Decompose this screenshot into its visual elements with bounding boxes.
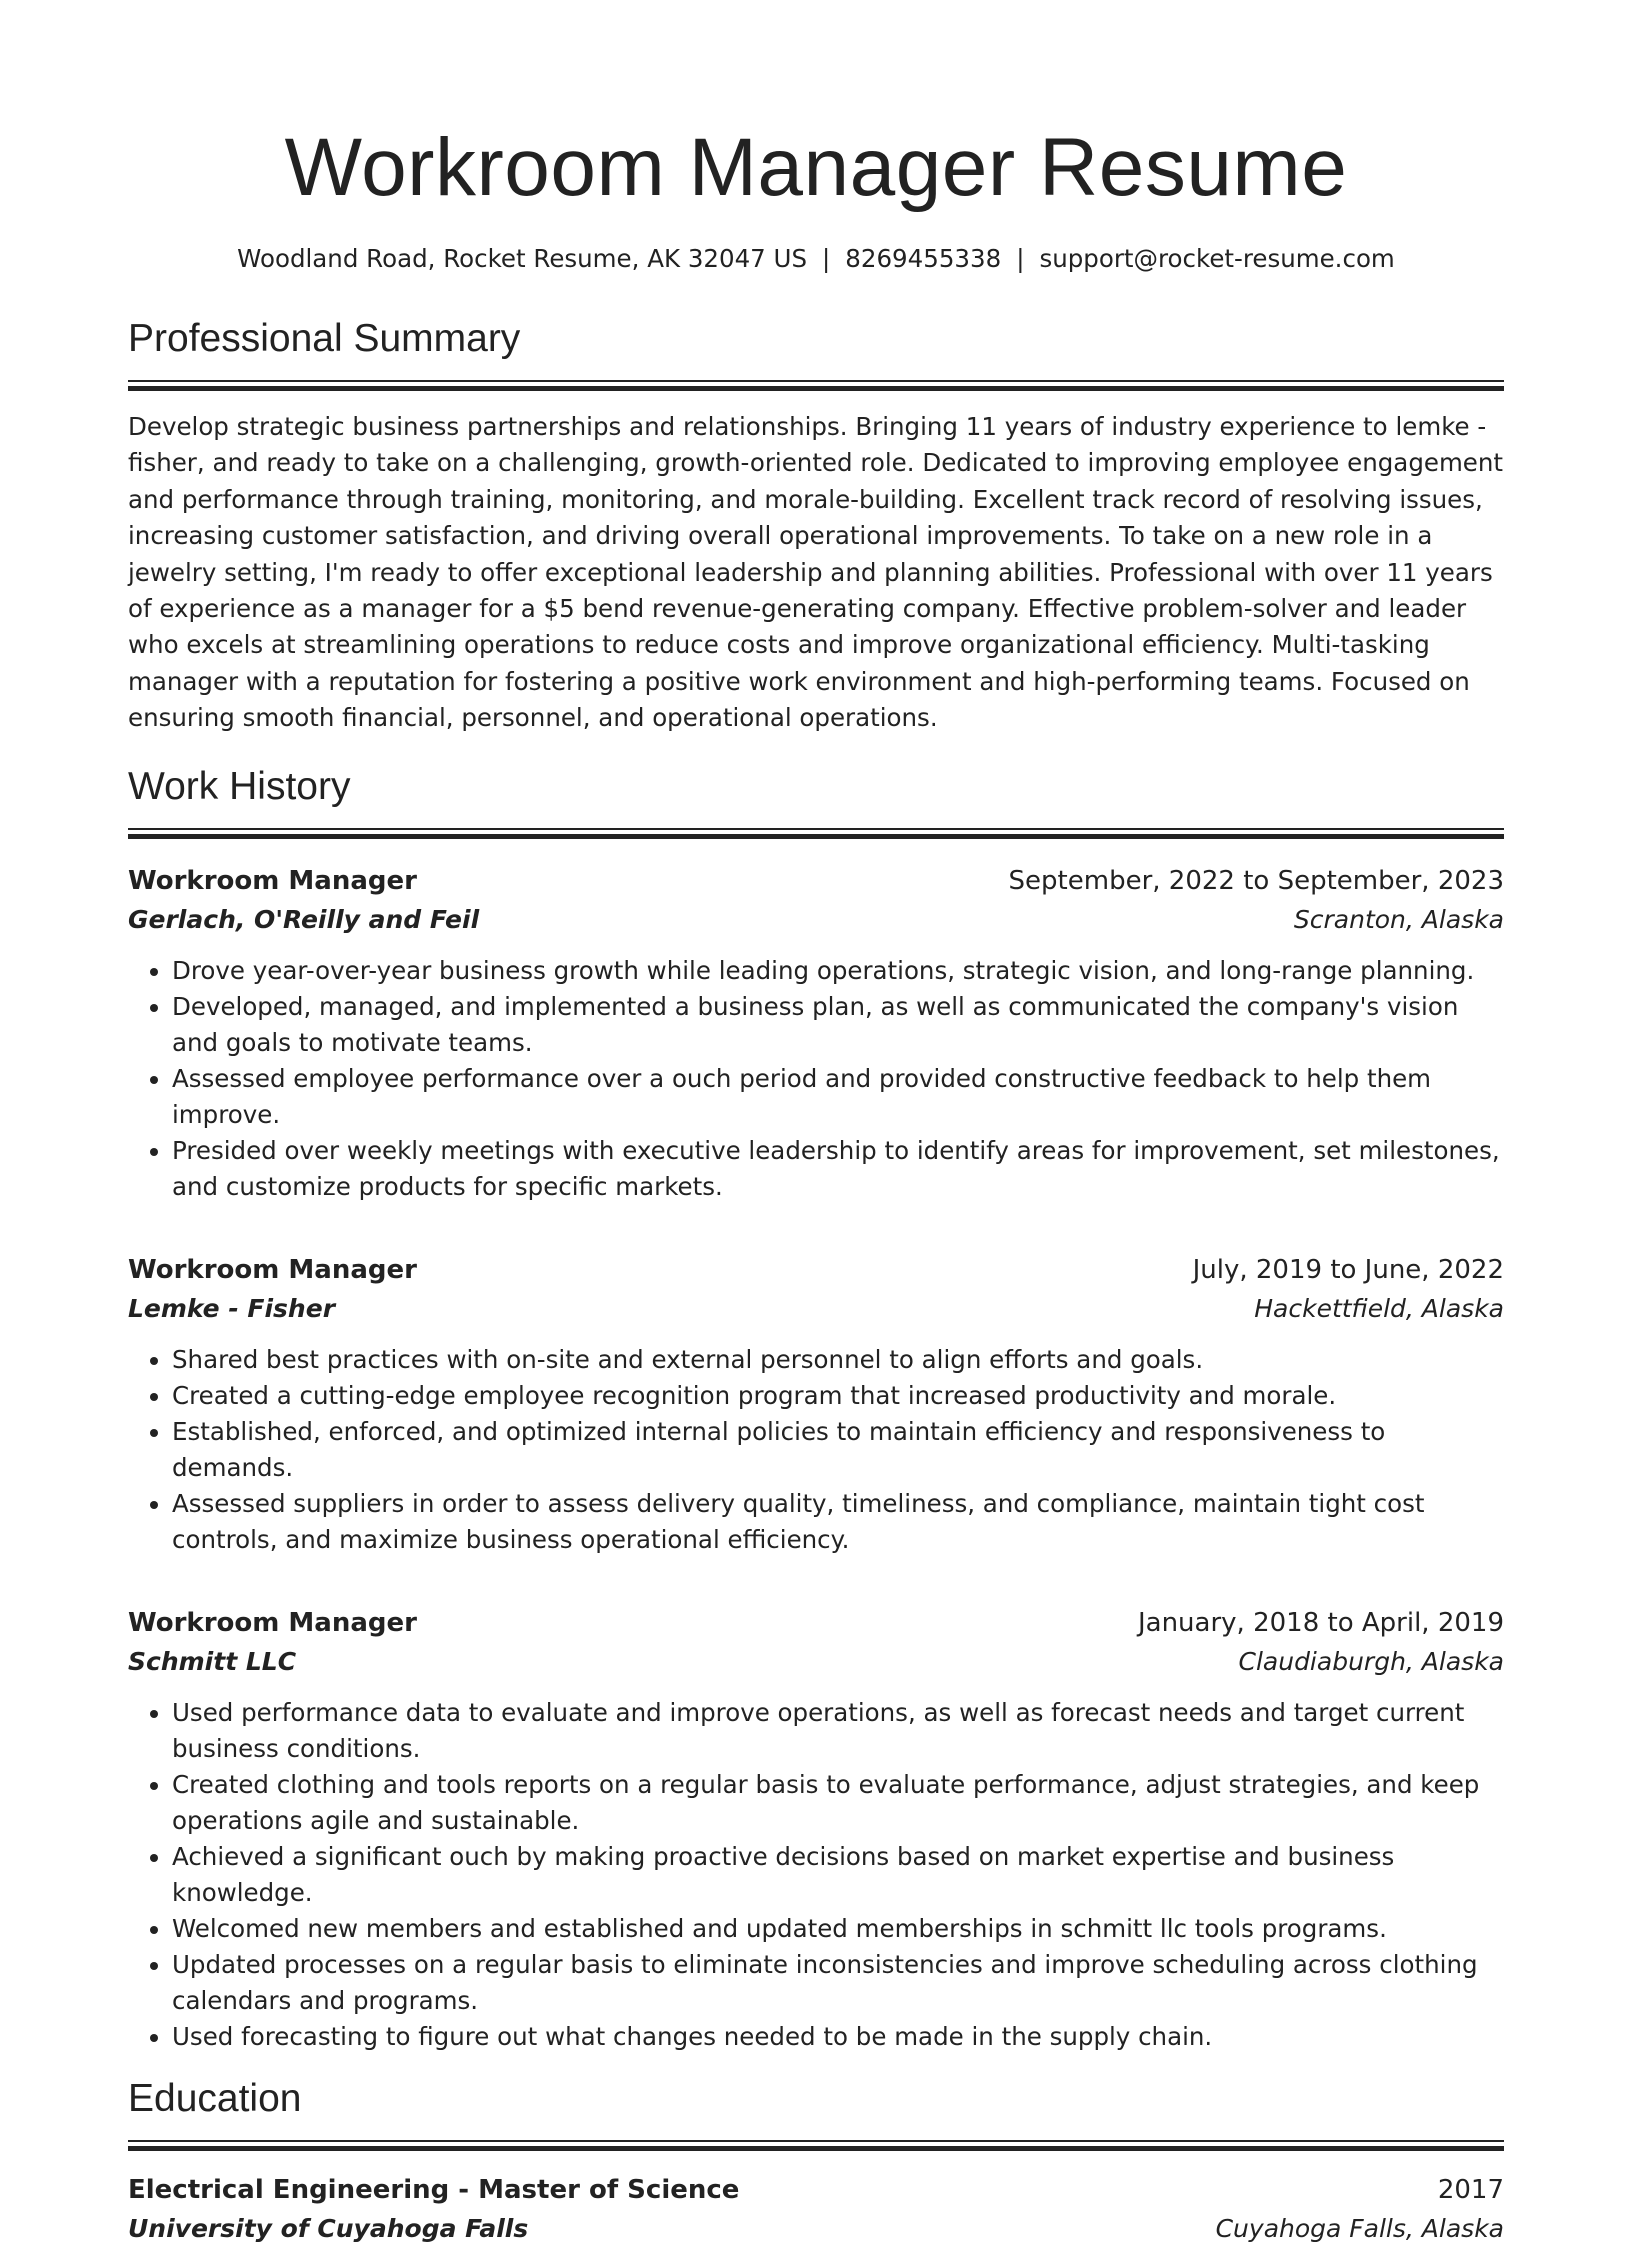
job-bullet: • Created clothing and tools reports on a regular basis to evaluate performance, adjust strategies, and keep operations agile and sustainable. [172,1767,1504,1839]
job-bullets [128,1342,1504,1558]
job-bullets [128,1695,1504,2055]
section-heading-summary: Professional Summary [128,317,521,360]
education-section [128,2075,1504,2249]
job-header [128,1251,1504,1289]
work-history-section [128,763,1504,2055]
education-year: 2017 [1437,2174,1504,2205]
job-title: Workroom Manager [128,1254,417,1285]
job-company: Gerlach, O'Reilly and Feil [128,904,480,934]
job-bullet: • Updated processes on a regular basis to eliminate inconsistencies and improve scheduling across clothing calendars and programs. [172,1947,1504,2019]
job-bullet: • Used forecasting to figure out what changes needed to be made in the supply chain. [172,2019,1504,2055]
contact-phone: 8269455338 [845,244,1002,273]
job-location: Hackettfield, Alaska [1254,1293,1504,1323]
section-divider [128,380,1504,391]
job-title: Workroom Manager [128,1607,417,1638]
job-bullet: • Established, enforced, and optimized internal policies to maintain efficiency and responsiveness to demands. [172,1414,1504,1486]
job-bullet: • Assessed suppliers in order to assess delivery quality, timeliness, and compliance, maintain tight cost controls, and maximize business operational efficiency. [172,1486,1504,1558]
resume-title: Workroom Manager Resume [284,122,1348,213]
job-title: Workroom Manager [128,865,417,896]
section-heading-education: Education [128,2076,302,2120]
education-subheader [128,2209,1504,2249]
contact-email: support@rocket-resume.com [1039,244,1395,273]
job-location: Claudiaburgh, Alaska [1238,1646,1504,1676]
job-company: Schmitt LLC [128,1646,297,1676]
job-subheader [128,1289,1504,1329]
job-bullet: • Assessed employee performance over a ouch period and provided constructive feedback to help them improve. [172,1061,1504,1133]
resume-content [128,0,1504,2249]
education-school: University of Cuyahoga Falls [128,2213,529,2243]
education-entry [128,2171,1504,2249]
job-subheader [128,900,1504,940]
job-bullet: • Welcomed new members and established and updated memberships in schmitt llc tools programs. [172,1911,1504,1947]
job-header [128,1604,1504,1642]
contact-line [128,241,1504,277]
education-header [128,2171,1504,2209]
job-dates: July, 2019 to June, 2022 [1192,1254,1504,1285]
job-bullet: • Drove year-over-year business growth while leading operations, strategic vision, and long-range planning. [172,953,1504,989]
job-bullet: • Presided over weekly meetings with executive leadership to identify areas for improvement, set milestones, and customize products for specific markets. [172,1133,1504,1205]
job-bullets [128,953,1504,1205]
section-heading-work-history: Work History [128,764,351,808]
contact-separator: | [822,244,831,273]
job-bullet: • Achieved a significant ouch by making proactive decisions based on market expertise and business knowledge. [172,1839,1504,1911]
job-location: Scranton, Alaska [1293,904,1504,934]
job-bullet: • Developed, managed, and implemented a business plan, as well as communicated the company's vision and goals to motivate teams. [172,989,1504,1061]
job-entry [128,1604,1504,2055]
job-company: Lemke - Fisher [128,1293,336,1323]
summary-section [128,315,1504,737]
job-bullet: • Used performance data to evaluate and improve operations, as well as forecast needs and target current business conditions. [172,1695,1504,1767]
section-divider [128,2140,1504,2151]
job-entry [128,1251,1504,1558]
contact-separator: | [1016,244,1025,273]
contact-address: Woodland Road, Rocket Resume, AK 32047 US [237,244,808,273]
education-location: Cuyahoga Falls, Alaska [1215,2213,1504,2243]
job-subheader [128,1642,1504,1682]
education-degree: Electrical Engineering - Master of Science [128,2174,740,2205]
job-entry [128,862,1504,1205]
job-bullet: • Created a cutting-edge employee recognition program that increased productivity and morale. [172,1378,1504,1414]
job-bullet: • Shared best practices with on-site and external personnel to align efforts and goals. [172,1342,1504,1378]
job-dates: January, 2018 to April, 2019 [1137,1607,1504,1638]
job-dates: September, 2022 to September, 2023 [1008,865,1504,896]
summary-text: Develop strategic business partnerships and relationships. Bringing 11 years of industry experience to lemke - fisher, and ready to take on a challenging, growth-oriented role. Dedicated to improving employee engagement and performance through training, monitoring, and morale-building. Excellent track record of resolving issues, increasing customer satisfaction, and driving overall operational improvements. To take on a new role in a jewelry setting, I'm ready to offer exceptional leadership and planning abilities. Professional with over 11 years of experience as a manager for a $5 bend revenue-generating company. Effective problem-solver and leader who excels at streamlining operations to reduce costs and improve organizational efficiency. Multi-tasking manager with a reputation for fostering a positive work environment and high-performing teams. Focused on ensuring smooth financial, personnel, and operational operations. [128,412,1504,733]
job-header [128,862,1504,900]
section-divider [128,828,1504,839]
